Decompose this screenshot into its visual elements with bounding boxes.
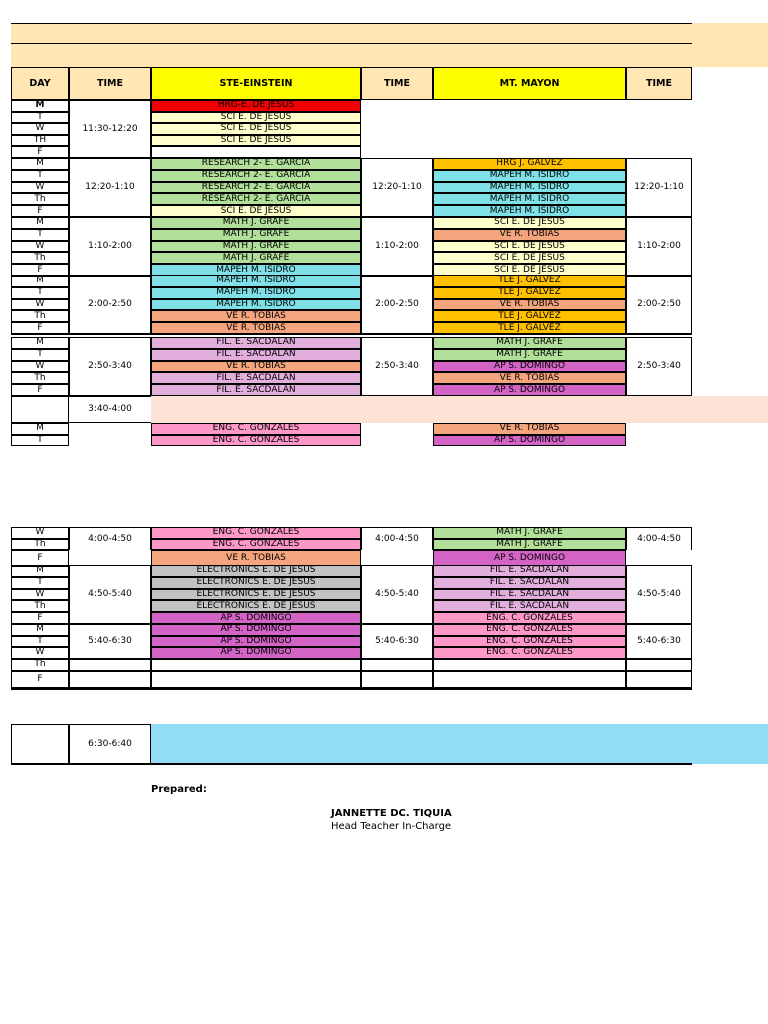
class-cell-mt-mayon: MAPEH M. ISIDRO	[433, 170, 626, 182]
class-cell-mt-mayon: ENG. C. GONZALES	[433, 624, 626, 636]
header-time-1: TIME	[69, 67, 151, 100]
class-cell-ste-einstein: RESEARCH 2- E. GARCIA	[151, 170, 361, 182]
class-cell-ste-einstein: FIL. E. SACDALAN	[151, 349, 361, 361]
break-band	[151, 396, 768, 423]
dismissal-time: 6:30-6:40	[69, 724, 151, 764]
class-cell-mt-mayon: ENG. C. GONZALES	[433, 612, 626, 624]
day-cell: T	[11, 170, 69, 182]
class-cell-mt-mayon: AP S. DOMINGO	[433, 550, 626, 567]
title-band-rule	[11, 23, 692, 24]
class-cell-mt-mayon: SCI E. DE JESUS	[433, 217, 626, 229]
day-cell: M	[11, 624, 69, 636]
dismissal-band	[151, 724, 768, 764]
day-cell: F	[11, 205, 69, 217]
time-cell-2: 1:10-2:00	[361, 217, 433, 276]
class-cell-mt-mayon: FIL. E. SACDALAN	[433, 577, 626, 589]
day-cell: F	[11, 264, 69, 276]
time-cell-2: 4:50-5:40	[361, 565, 433, 624]
time-cell-2: 2:00-2:50	[361, 275, 433, 334]
time-cell-1: 4:00-4:50	[69, 527, 151, 550]
empty-time-cell	[69, 671, 151, 688]
header-day: DAY	[11, 67, 69, 100]
day-cell: W	[11, 647, 69, 659]
dismissal-bottom-rule	[11, 763, 692, 765]
class-cell-ste-einstein: RESEARCH 2- E. GARCIA	[151, 158, 361, 170]
class-cell-ste-einstein: ELECTRONICS E. DE JESUS	[151, 577, 361, 589]
header-time-3: TIME	[626, 67, 692, 100]
day-cell: T	[11, 636, 69, 648]
class-cell-mt-mayon: FIL. E. SACDALAN	[433, 565, 626, 577]
day-cell: T	[11, 112, 69, 124]
time-cell-2: 12:20-1:10	[361, 158, 433, 217]
class-cell-mt-mayon: MAPEH M. ISIDRO	[433, 193, 626, 205]
header-time-2: TIME	[361, 67, 433, 100]
day-cell: Th	[11, 600, 69, 612]
day-cell: M	[11, 275, 69, 287]
title-band	[11, 23, 768, 67]
day-cell: Th	[11, 372, 69, 384]
class-cell-mt-mayon: ENG. C. GONZALES	[433, 647, 626, 659]
day-cell: M	[11, 423, 69, 435]
day-cell: TH	[11, 135, 69, 147]
class-cell-ste-einstein: MAPEH M. ISIDRO	[151, 287, 361, 299]
day-cell: F	[11, 612, 69, 624]
day-cell: M	[11, 337, 69, 349]
time-cell-1: 5:40-6:30	[69, 624, 151, 659]
day-cell: T	[11, 229, 69, 241]
class-cell-ste-einstein: FIL. E. SACDALAN	[151, 372, 361, 384]
time-cell-3: 2:00-2:50	[626, 275, 692, 334]
day-cell: M	[11, 217, 69, 229]
day-cell: F	[11, 384, 69, 396]
time-cell-3: 12:20-1:10	[626, 158, 692, 217]
signatory-title: Head Teacher In-Charge	[331, 821, 452, 832]
time-cell-3: 4:50-5:40	[626, 565, 692, 624]
class-cell-ste-einstein: AP S. DOMINGO	[151, 624, 361, 636]
class-cell-mt-mayon: MATH J. GRAFE	[433, 527, 626, 539]
time-cell-3: 5:40-6:30	[626, 624, 692, 659]
class-cell-mt-mayon: SCI E. DE JESUS	[433, 264, 626, 276]
class-cell-ste-einstein: MATH J. GRAFE	[151, 229, 361, 241]
class-cell-ste-einstein: MAPEH M. ISIDRO	[151, 264, 361, 276]
class-cell-ste-einstein: SCI E. DE JESUS	[151, 123, 361, 135]
class-cell-ste-einstein	[151, 671, 361, 688]
class-cell-ste-einstein: RESEARCH 2- E. GARCIA	[151, 182, 361, 194]
class-cell-ste-einstein: MATH J. GRAFE	[151, 252, 361, 264]
class-cell-ste-einstein: ENG. C. GONZALES	[151, 539, 361, 551]
class-cell-ste-einstein: ENG. C. GONZALES	[151, 423, 361, 435]
class-cell-ste-einstein: FIL. E. SACDALAN	[151, 384, 361, 396]
day-cell: W	[11, 123, 69, 135]
class-cell-ste-einstein: MAPEH M. ISIDRO	[151, 299, 361, 311]
day-cell: F	[11, 550, 69, 567]
class-cell-mt-mayon: FIL. E. SACDALAN	[433, 600, 626, 612]
header-section-ste-einstein: STE-EINSTEIN	[151, 67, 361, 100]
class-cell-ste-einstein: ENG. C. GONZALES	[151, 527, 361, 539]
class-cell-ste-einstein: ELECTRONICS E. DE JESUS	[151, 589, 361, 601]
class-cell-mt-mayon: TLE J. GALVEZ	[433, 310, 626, 322]
day-cell: M	[11, 158, 69, 170]
class-cell-ste-einstein: MAPEH M. ISIDRO	[151, 275, 361, 287]
class-cell-mt-mayon: TLE J. GALVEZ	[433, 287, 626, 299]
class-cell-mt-mayon: TLE J. GALVEZ	[433, 275, 626, 287]
day-cell: M	[11, 565, 69, 577]
time-cell-1: 12:20-1:10	[69, 158, 151, 217]
class-cell-mt-mayon: AP S. DOMINGO	[433, 384, 626, 396]
empty-time-cell	[361, 659, 433, 671]
day-cell: W	[11, 527, 69, 539]
block-divider	[11, 333, 692, 335]
empty-time-cell	[69, 659, 151, 671]
day-cell: Th	[11, 659, 69, 671]
time-cell-1: 11:30-12:20	[69, 100, 151, 158]
class-cell-ste-einstein: SCI E. DE JESUS	[151, 112, 361, 124]
day-cell: Th	[11, 193, 69, 205]
class-cell-mt-mayon: AP S. DOMINGO	[433, 435, 626, 447]
class-cell-mt-mayon: MAPEH M. ISIDRO	[433, 182, 626, 194]
time-cell-3: 1:10-2:00	[626, 217, 692, 276]
class-cell-mt-mayon	[433, 671, 626, 688]
day-cell: M	[11, 100, 69, 112]
day-cell: Th	[11, 310, 69, 322]
class-cell-ste-einstein: SCI E. DE JESUS	[151, 205, 361, 217]
class-cell-mt-mayon: SCI E. DE JESUS	[433, 241, 626, 253]
class-cell-mt-mayon: MATH J. GRAFE	[433, 349, 626, 361]
class-cell-ste-einstein: MATH J. GRAFE	[151, 241, 361, 253]
header-section-mt-mayon: MT. MAYON	[433, 67, 626, 100]
class-cell-ste-einstein: VE R. TOBIAS	[151, 310, 361, 322]
day-cell: W	[11, 299, 69, 311]
class-cell-ste-einstein: AP S. DOMINGO	[151, 636, 361, 648]
time-cell-2: 4:00-4:50	[361, 527, 433, 550]
day-cell: T	[11, 435, 69, 447]
gap-row	[11, 688, 692, 724]
break-time: 3:40-4:00	[69, 396, 151, 423]
class-cell-ste-einstein: MATH J. GRAFE	[151, 217, 361, 229]
class-cell-ste-einstein: VE R. TOBIAS	[151, 550, 361, 567]
title-band-divider	[11, 43, 692, 44]
day-cell: T	[11, 287, 69, 299]
class-cell-ste-einstein: VE R. TOBIAS	[151, 322, 361, 334]
day-cell: W	[11, 182, 69, 194]
class-cell-mt-mayon: MATH J. GRAFE	[433, 539, 626, 551]
class-cell-ste-einstein: SCI E. DE JESUS	[151, 135, 361, 147]
class-cell-ste-einstein: FIL. E. SACDALAN	[151, 337, 361, 349]
day-cell: W	[11, 241, 69, 253]
class-cell-ste-einstein	[151, 146, 361, 158]
day-cell: F	[11, 671, 69, 688]
break-day-cell	[11, 396, 69, 423]
class-cell-mt-mayon: HRG J. GALVEZ	[433, 158, 626, 170]
empty-time-cell	[626, 671, 692, 688]
time-cell-1: 1:10-2:00	[69, 217, 151, 276]
time-cell-1: 2:50-3:40	[69, 337, 151, 396]
class-cell-mt-mayon: TLE J. GALVEZ	[433, 322, 626, 334]
class-cell-ste-einstein	[151, 659, 361, 671]
day-cell: Th	[11, 539, 69, 551]
class-cell-mt-mayon: AP S. DOMINGO	[433, 361, 626, 373]
class-cell-ste-einstein: ELECTRONICS E. DE JESUS	[151, 565, 361, 577]
time-cell-3: 2:50-3:40	[626, 337, 692, 396]
time-cell-3: 4:00-4:50	[626, 527, 692, 550]
day-cell: T	[11, 349, 69, 361]
time-cell-2: 5:40-6:30	[361, 624, 433, 659]
class-cell-mt-mayon: VE R. TOBIAS	[433, 423, 626, 435]
class-cell-ste-einstein: VE R. TOBIAS	[151, 361, 361, 373]
empty-time-cell	[361, 671, 433, 688]
class-cell-ste-einstein: RESEARCH 2- E. GARCIA	[151, 193, 361, 205]
time-cell-1: 4:50-5:40	[69, 565, 151, 624]
prepared-label: Prepared:	[151, 784, 207, 795]
class-cell-mt-mayon: ENG. C. GONZALES	[433, 636, 626, 648]
class-cell-mt-mayon	[433, 659, 626, 671]
day-cell: Th	[11, 252, 69, 264]
class-cell-mt-mayon: FIL. E. SACDALAN	[433, 589, 626, 601]
class-cell-mt-mayon: SCI E. DE JESUS	[433, 252, 626, 264]
signatory-name: JANNETTE DC. TIQUIA	[331, 808, 452, 819]
day-cell: F	[11, 322, 69, 334]
class-cell-mt-mayon: VE R. TOBIAS	[433, 372, 626, 384]
class-cell-mt-mayon: MATH J. GRAFE	[433, 337, 626, 349]
class-cell-mt-mayon: VE R. TOBIAS	[433, 299, 626, 311]
class-cell-mt-mayon: MAPEH M. ISIDRO	[433, 205, 626, 217]
class-cell-ste-einstein: AP S. DOMINGO	[151, 647, 361, 659]
time-cell-1: 2:00-2:50	[69, 275, 151, 334]
time-cell-2: 2:50-3:40	[361, 337, 433, 396]
dismissal-day-cell	[11, 724, 69, 764]
day-cell: F	[11, 146, 69, 158]
day-cell: W	[11, 361, 69, 373]
class-cell-ste-einstein: ELECTRONICS E. DE JESUS	[151, 600, 361, 612]
day-cell: W	[11, 589, 69, 601]
class-cell-mt-mayon: VE R. TOBIAS	[433, 229, 626, 241]
class-cell-ste-einstein: AP S. DOMINGO	[151, 612, 361, 624]
class-cell-ste-einstein: HRG-E. DE JESUS	[151, 100, 361, 112]
empty-time-cell	[626, 659, 692, 671]
class-cell-ste-einstein: ENG. C. GONZALES	[151, 435, 361, 447]
day-cell: T	[11, 577, 69, 589]
